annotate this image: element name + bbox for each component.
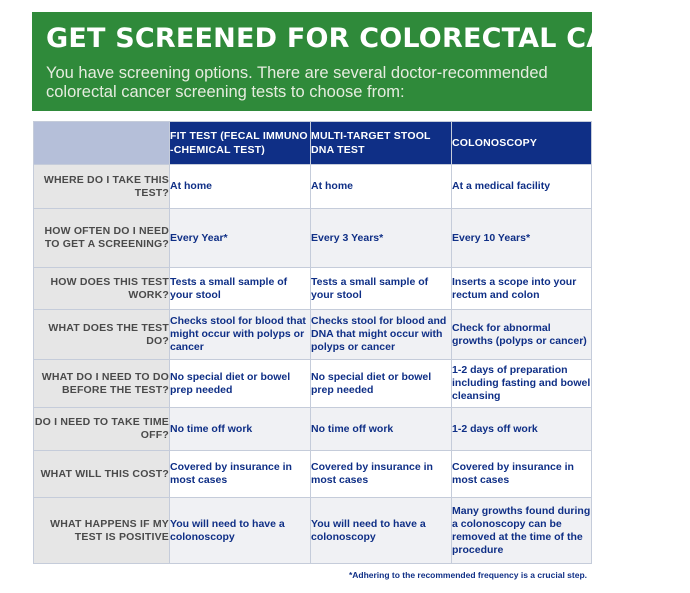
row-question: WHERE DO I TAKE THIS TEST?: [34, 165, 170, 209]
answer-cell: At home: [311, 165, 452, 209]
column-header-stool-dna-test: MULTI-TARGET STOOL DNA TEST: [311, 122, 452, 165]
answer-cell: Check for abnormal growths (polyps or cancer): [452, 310, 592, 360]
answer-cell: Every 10 Years*: [452, 209, 592, 268]
row-question: WHAT DOES THE TEST DO?: [34, 310, 170, 360]
table-row: [34, 451, 592, 498]
table-header-row: [34, 122, 592, 165]
page-subtitle: You have screening options. There are several doctor-recommended colorectal cancer screening tests to choose from:: [46, 64, 548, 101]
column-header-fit-test: FIT TEST (FECAL IMMUNO -CHEMICAL TEST): [170, 122, 311, 165]
table-row: [34, 408, 592, 451]
table-row: [34, 498, 592, 564]
table-corner-cell: [34, 122, 170, 165]
answer-cell: No special diet or bowel prep needed: [311, 360, 452, 408]
screening-comparison-table: [33, 121, 592, 564]
answer-cell: Checks stool for blood and DNA that might occur with polyps or cancer: [311, 310, 452, 360]
column-header-colonoscopy: COLONOSCOPY: [452, 122, 592, 165]
table-row: [34, 310, 592, 360]
answer-cell: Tests a small sample of your stool: [311, 268, 452, 310]
answer-cell: Checks stool for blood that might occur with polyps or cancer: [170, 310, 311, 360]
header-banner: [32, 12, 690, 111]
table-row: [34, 360, 592, 408]
answer-cell: Inserts a scope into your rectum and colon: [452, 268, 592, 310]
answer-cell: 1-2 days of preparation including fasting and bowel cleansing: [452, 360, 592, 408]
answer-cell: At a medical facility: [452, 165, 592, 209]
answer-cell: Many growths found during a colonoscopy can be removed at the time of the procedure: [452, 498, 592, 564]
answer-cell: 1-2 days off work: [452, 408, 592, 451]
row-question: HOW DOES THIS TEST WORK?: [34, 268, 170, 310]
answer-cell: Tests a small sample of your stool: [170, 268, 311, 310]
answer-cell: No time off work: [311, 408, 452, 451]
answer-cell: You will need to have a colonoscopy: [311, 498, 452, 564]
table-row: [34, 268, 592, 310]
answer-cell: Covered by insurance in most cases: [170, 451, 311, 498]
table-row: [34, 165, 592, 209]
row-question: WHAT HAPPENS IF MY TEST IS POSITIVE: [34, 498, 170, 564]
answer-cell: Covered by insurance in most cases: [452, 451, 592, 498]
table-row: [34, 209, 592, 268]
row-question: DO I NEED TO TAKE TIME OFF?: [34, 408, 170, 451]
page-title: GET SCREENED FOR COLORECTAL CANCER: [46, 23, 690, 54]
row-question: WHAT DO I NEED TO DO BEFORE THE TEST?: [34, 360, 170, 408]
row-question: WHAT WILL THIS COST?: [34, 451, 170, 498]
answer-cell: Covered by insurance in most cases: [311, 451, 452, 498]
answer-cell: At home: [170, 165, 311, 209]
row-question: HOW OFTEN DO I NEED TO GET A SCREENING?: [34, 209, 170, 268]
answer-cell: Every 3 Years*: [311, 209, 452, 268]
answer-cell: No time off work: [170, 408, 311, 451]
answer-cell: No special diet or bowel prep needed: [170, 360, 311, 408]
answer-cell: Every Year*: [170, 209, 311, 268]
answer-cell: You will need to have a colonoscopy: [170, 498, 311, 564]
footnote: *Adhering to the recommended frequency is a crucial step.: [348, 570, 587, 580]
